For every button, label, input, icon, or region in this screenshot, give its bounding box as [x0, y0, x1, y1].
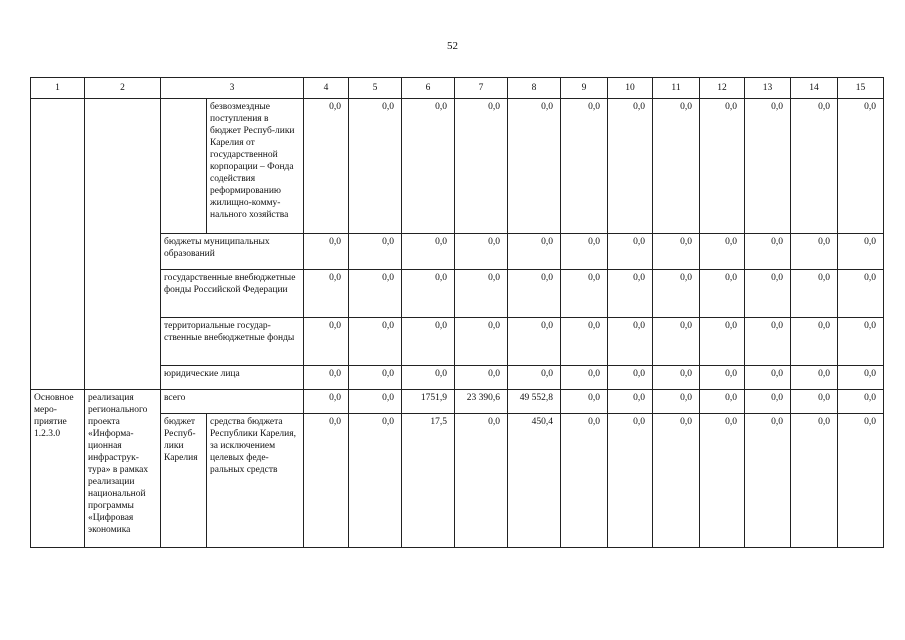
value-cell: 0,0 [700, 234, 745, 270]
value-cell: 0,0 [304, 234, 349, 270]
header-cell: 7 [455, 78, 508, 99]
value-cell: 0,0 [838, 234, 884, 270]
header-cell: 6 [402, 78, 455, 99]
value-cell: 0,0 [349, 99, 402, 234]
value-cell: 0,0 [745, 270, 791, 318]
page-number: 52 [447, 40, 458, 52]
row-label: юридические лица [161, 366, 304, 390]
value-cell: 0,0 [700, 390, 745, 414]
value-cell: 0,0 [791, 270, 838, 318]
value-cell: 0,0 [838, 390, 884, 414]
value-cell: 0,0 [455, 318, 508, 366]
value-cell: 0,0 [561, 99, 608, 234]
header-cell: 13 [745, 78, 791, 99]
value-cell: 0,0 [608, 390, 653, 414]
value-cell: 0,0 [508, 99, 561, 234]
value-cell: 0,0 [455, 414, 508, 548]
value-cell: 0,0 [838, 414, 884, 548]
value-cell: 0,0 [349, 270, 402, 318]
header-cell: 11 [653, 78, 700, 99]
value-cell: 0,0 [608, 414, 653, 548]
value-cell: 0,0 [653, 318, 700, 366]
value-cell: 0,0 [349, 366, 402, 390]
value-cell: 0,0 [791, 318, 838, 366]
value-cell: 0,0 [608, 270, 653, 318]
header-cell: 8 [508, 78, 561, 99]
value-cell: 0,0 [838, 99, 884, 234]
row-label: безвозмездные поступления в бюджет Респуб-лики Карелия от государственной корпорации – Фонда содействия реформированию жилищно-комму-нального хозяйства [207, 99, 304, 234]
value-cell: 0,0 [653, 234, 700, 270]
value-cell: 0,0 [508, 270, 561, 318]
header-cell: 15 [838, 78, 884, 99]
value-cell: 0,0 [745, 234, 791, 270]
value-cell: 0,0 [304, 99, 349, 234]
event-code: Основное меро-приятие 1.2.3.0 [31, 390, 85, 548]
value-cell: 0,0 [700, 99, 745, 234]
value-cell: 0,0 [700, 366, 745, 390]
value-cell: 0,0 [402, 99, 455, 234]
event-description: реализация регионального проекта «Информа-ционная инфраструк-тура» в рамках реализации национальной программы «Цифровая экономика [85, 390, 161, 548]
value-cell: 0,0 [304, 366, 349, 390]
header-cell: 5 [349, 78, 402, 99]
value-cell: 0,0 [608, 99, 653, 234]
value-cell: 0,0 [745, 366, 791, 390]
header-cell: 12 [700, 78, 745, 99]
header-cell: 4 [304, 78, 349, 99]
header-cell: 2 [85, 78, 161, 99]
value-cell: 0,0 [791, 414, 838, 548]
value-cell: 23 390,6 [455, 390, 508, 414]
value-cell: 0,0 [745, 414, 791, 548]
value-cell: 0,0 [304, 390, 349, 414]
value-cell: 0,0 [561, 234, 608, 270]
value-cell: 0,0 [653, 390, 700, 414]
value-cell: 0,0 [745, 99, 791, 234]
value-cell: 0,0 [455, 366, 508, 390]
value-cell: 0,0 [653, 366, 700, 390]
value-cell: 0,0 [304, 318, 349, 366]
value-cell: 0,0 [838, 270, 884, 318]
value-cell: 0,0 [349, 234, 402, 270]
value-cell: 0,0 [700, 270, 745, 318]
budget-label: бюджет Респуб-лики Карелия [161, 414, 207, 548]
value-cell: 17,5 [402, 414, 455, 548]
budget-table [30, 77, 884, 548]
value-cell: 0,0 [304, 270, 349, 318]
value-cell: 0,0 [791, 390, 838, 414]
budget-sub-label: средства бюджета Республики Карелия, за исключением целевых феде-ральных средств [207, 414, 304, 548]
header-cell: 3 [161, 78, 304, 99]
header-cell: 14 [791, 78, 838, 99]
header-cell: 9 [561, 78, 608, 99]
value-cell: 0,0 [402, 366, 455, 390]
value-cell: 0,0 [745, 390, 791, 414]
value-cell: 0,0 [653, 414, 700, 548]
value-cell: 0,0 [349, 318, 402, 366]
value-cell: 0,0 [349, 414, 402, 548]
value-cell: 0,0 [700, 318, 745, 366]
value-cell: 0,0 [508, 234, 561, 270]
header-row [31, 78, 884, 99]
empty-cell [31, 99, 85, 390]
value-cell: 0,0 [455, 99, 508, 234]
value-cell: 0,0 [838, 366, 884, 390]
header-cell: 10 [608, 78, 653, 99]
value-cell: 0,0 [402, 270, 455, 318]
value-cell: 0,0 [304, 414, 349, 548]
table-row [31, 99, 884, 234]
row-label: всего [161, 390, 304, 414]
value-cell: 1751,9 [402, 390, 455, 414]
value-cell: 0,0 [608, 318, 653, 366]
value-cell: 0,0 [508, 318, 561, 366]
value-cell: 0,0 [838, 318, 884, 366]
value-cell: 0,0 [745, 318, 791, 366]
value-cell: 0,0 [608, 366, 653, 390]
value-cell: 0,0 [653, 270, 700, 318]
row-label: территориальные государ-ственные внебюджетные фонды [161, 318, 304, 366]
row-label: государственные внебюджетные фонды Российской Федерации [161, 270, 304, 318]
table-row [31, 390, 884, 414]
value-cell: 0,0 [561, 318, 608, 366]
value-cell: 0,0 [791, 234, 838, 270]
value-cell: 0,0 [561, 390, 608, 414]
header-cell: 1 [31, 78, 85, 99]
value-cell: 0,0 [402, 234, 455, 270]
value-cell: 0,0 [561, 366, 608, 390]
value-cell: 0,0 [791, 366, 838, 390]
value-cell: 0,0 [402, 318, 455, 366]
value-cell: 0,0 [455, 270, 508, 318]
value-cell: 0,0 [455, 234, 508, 270]
empty-cell [161, 99, 207, 234]
value-cell: 0,0 [561, 414, 608, 548]
value-cell: 0,0 [608, 234, 653, 270]
empty-cell [85, 99, 161, 390]
value-cell: 450,4 [508, 414, 561, 548]
value-cell: 0,0 [508, 366, 561, 390]
value-cell: 0,0 [349, 390, 402, 414]
row-label: бюджеты муниципальных образований [161, 234, 304, 270]
value-cell: 0,0 [700, 414, 745, 548]
value-cell: 0,0 [653, 99, 700, 234]
value-cell: 0,0 [791, 99, 838, 234]
value-cell: 49 552,8 [508, 390, 561, 414]
value-cell: 0,0 [561, 270, 608, 318]
